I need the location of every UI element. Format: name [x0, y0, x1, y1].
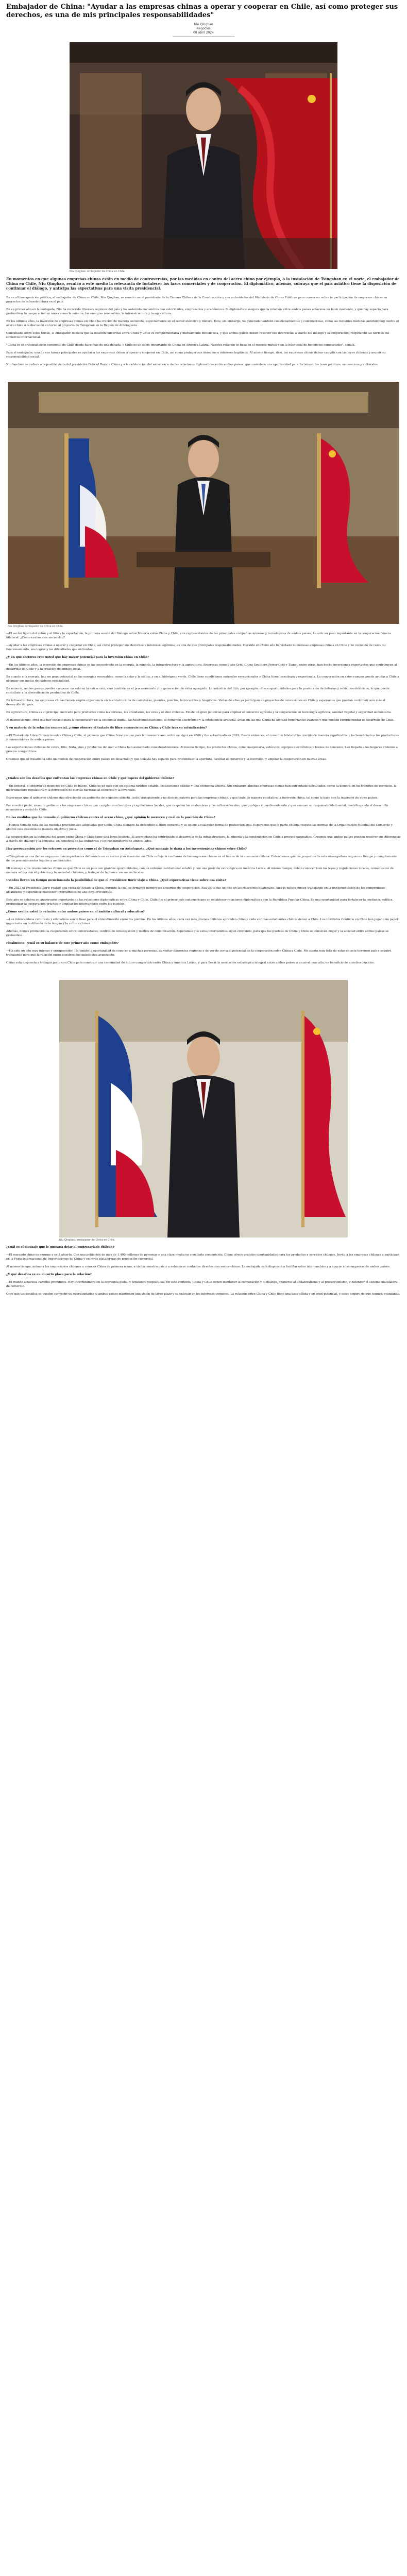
- publish-date: 08 abril 2024: [193, 31, 214, 35]
- paragraph: En su ultima aparición pública, el embajador de China en Chile, Niu Qingbao, se reunió con el presidente de la Cámara Chilena de la Construcción y con autoridades del Ministerio de Obras Públicas para conversar sobre la participación de empresas chinas en proyectos de infraestructura en el país.: [6, 296, 387, 303]
- paragraph: —Ayudar a las empresas chinas a operar y cooperar en Chile, así como proteger sus derechos e intereses legítimos, es una de mis principales responsabilidades. Durante el último año he visitado numerosas empresas chinas en Chile y he conocido de cerca su funcionamiento, sus logros y las dificultades que enfrentan.: [6, 644, 386, 651]
- paragraph: Niu también se refiere a la posible visita del presidente Gabriel Boric a China y a la celebración del aniversario de las relaciones diplomáticas entre ambos países, que considera una oportunidad para fortalecer los lazos políticos, económicos y culturales.: [6, 363, 379, 366]
- paragraph: —Hemos tomado nota de las medidas provisionales adoptadas por Chile. China siempre ha defendido el libre comercio y se opone a cualquier forma de proteccionismo. Esperamos que la parte chilena respete las normas de la Organización Mundial del Comercio y aborde esta cuestión de manera objetiva y justa.: [6, 824, 393, 831]
- paragraph: —Tsingshan es una de las empresas más importantes del mundo en su sector y su inversión en Chile refleja la confianza de las empresas chinas en el futuro de la economía chilena. Entendemos que los proyectos de esta envergadura requieren tiempo y cumplimiento de los procedimientos legales y ambientales.: [6, 855, 397, 862]
- question: ¿Cuáles son los desafíos que enfrentan las empresas chinas en Chile y qué espera del gobierno chileno?: [6, 777, 175, 780]
- third-photo-caption: Niu Qingbao, embajador de China en Chile.: [59, 1239, 115, 1242]
- question: En las medidas que ha tomado el gobierno chileno contra el acero chino, ¿qué opinión le merecen y cuál es la posición de China?: [6, 816, 215, 819]
- question: ¿Cómo evalúa usted la relación entre ambos países en el ámbito cultural y educativo?: [6, 910, 145, 913]
- paragraph: "China es el principal socio comercial de Chile desde hace más de una década, y Chile es un socio importante de China en América Latina. Nuestra relación se basa en el respeto mutuo y en la búsqueda de beneficios compartidos", señala.: [6, 344, 355, 347]
- paragraph: En minería, ambos países pueden cooperar no solo en la extracción, sino también en el procesamiento y la generación de valor agregado. La industria del litio, por ejemplo, ofrece oportunidades para la producción de baterías y vehículos eléctricos, lo que puede contribuir a la diversificación productiva de Chile.: [6, 687, 390, 694]
- question: ¿Cuál es el mensaje que le gustaría dejar al empresariado chileno?: [6, 1246, 114, 1249]
- paragraph: En su primer año en la embajada, Niu ha recorrido diversas regiones del país y ha sostenido encuentros con autoridades, empresarios y académicos. El diplomático asegura que la relación entre ambos países atraviesa un buen momento, y que hay espacio para profundizar la cooperación en áreas como la minería, las energías renovables, la infraestructura y la agricultura.: [6, 308, 388, 315]
- question: Hay preocupación por los retrasos en proyectos como el de Tsingshan en Antofagasta. ¿Qué mensaje le daría a los inversionistas chinos sobre Chile?: [6, 848, 247, 851]
- paragraph: Al mismo tiempo, creo que hay espacio para la cooperación en la economía digital, las telecomunicaciones, el comercio electrónico y la inteligencia artificial, áreas en las que China ha logrado importantes avances y que pueden complementar el desarrollo de Chile.: [6, 719, 395, 722]
- third-photo: [59, 980, 348, 1238]
- question: Y en materia de la relación comercial, ¿cómo observa el tratado de libre comercio entre China y Chile tras su actualización?: [6, 726, 207, 730]
- paragraph: —El Tratado de Libre Comercio entre China y Chile, el primero que China firmó con un país latinoamericano, entró en vigor en 2006 y fue actualizado en 2019. Desde entonces, el comercio bilateral ha crecido de manera significativa y ha beneficiado a los productores y consumidores de ambos países.: [6, 734, 399, 741]
- article-lead: En momentos en que algunas empresas chinas están en medio de controversias, por las medidas en contra del acero chino por ejemplo, o la instalación de Tsingshan en el norte, el embajador de China en Chile, Niu Qingbao, recalcó a este medio la relevancia de fortalecer los lazos comerciales y de cooperación. El diplomático, además, subraya que el país asiático tiene la disposición de continuar el diálogo, y anticipa las expectativas para una visita presidencial.: [6, 277, 400, 291]
- paragraph: Para el embajador, una de sus tareas principales es ayudar a las empresas chinas a operar y cooperar en Chile, así como proteger sus derechos e intereses legítimos. Al mismo tiempo, dice, las empresas chinas deben cumplir con las leyes chilenas y asumir su responsabilidad social.: [6, 351, 386, 359]
- paragraph: —El mundo atraviesa cambios profundos. Hay incertidumbre en la economía global y tensiones geopolíticas. En este contexto, China y Chile deben mantener la cooperación y el diálogo, oponerse al unilateralismo y al proteccionismo, y defender el sistema multilateral de comercio.: [6, 1281, 399, 1288]
- paragraph: Creo que los desafíos se pueden convertir en oportunidades si ambos países mantienen una visión de largo plazo y se enfocan en los intereses comunes. La relación entre China y Chile tiene una base sólida y un gran potencial, y estoy seguro de que seguirá avanzando.: [6, 1293, 400, 1296]
- paragraph: —El sector ligero del cobre y el litio y la exportación, la primera sesión del Diálogo sobre Minería entre China y Chile, con representantes de las principales compañías mineras y tecnológicas de ambos países, ha sido un paso importante en la cooperación minera bilateral. ¿Cómo evalúa este encuentro?: [6, 632, 391, 639]
- paragraph: Consultado sobre estos temas, el embajador destaca que la relación comercial entre China y Chile es complementaria y mutuamente beneficiosa, y que ambos países deben resolver sus diferencias a través del diálogo y la cooperación, respetando las normas del comercio internacional.: [6, 332, 389, 339]
- question: Ustedes llevan un tiempo mencionando la posibilidad de que el Presidente Boric viaje a China. ¿Qué expectativas tiene sobre esa visita?: [6, 879, 226, 882]
- second-photo-caption: Niu Qingbao, embajador de China en Chile.: [8, 625, 64, 628]
- paragraph: La cooperación en la industria del acero entre China y Chile tiene una larga historia. El acero chino ha contribuido al desarrollo de la infraestructura, la minería y la construcción en Chile a precios razonables. Creemos que ambos países pueden resolver sus diferencias a través del diálogo y la consulta, en beneficio de las industrias y los consumidores de ambos lados.: [6, 836, 401, 843]
- lead-photo-caption: Niu Qingbao, embajador de China en Chile.: [70, 270, 126, 273]
- question: ¿Y en qué sectores cree usted que hay mayor potencial para la inversión china en Chile?: [6, 656, 149, 659]
- author-name: Niu Qingbao: [194, 23, 213, 26]
- paragraph: Esperamos que el gobierno chileno siga ofreciendo un ambiente de negocios abierto, justo, transparente y no discriminatorio para las empresas chinas, y que trate de manera equitativa la inversión china, tal como lo hace con la inversión de otros países.: [6, 796, 379, 800]
- paragraph: En infraestructura, las empresas chinas tienen amplia experiencia en la construcción de carreteras, puentes, puertos, ferrocarriles y hospitales. Varias de ellas ya participan en proyectos de concesiones en Chile y esperamos que puedan contribuir aún más al desarrollo del país.: [6, 699, 385, 706]
- paragraph: Al mismo tiempo, animo a los empresarios chilenos a conocer China de primera mano, a visitar nuestro país y a establecer contactos directos con socios chinos. La embajada está dispuesta a facilitar estos intercambios y a apoyar a las empresas de ambos países.: [6, 1265, 391, 1268]
- byline-divider: [173, 36, 234, 37]
- paragraph: —Ha sido un año muy intenso y enriquecedor. He tenido la oportunidad de conocer a muchas personas, de visitar diferentes regiones y de ver de cerca el potencial de la cooperación entre China y Chile. Me siento muy feliz de estar en este hermoso país y seguiré trabajando para que la relación entre nuestros dos países siga avanzando.: [6, 950, 392, 957]
- paragraph: —En general, el entorno de negocios en Chile es bueno. Chile es un país con un sistema jurídico estable, instituciones sólidas y una economía abierta. Sin embargo, algunas empresas chinas han enfrentado dificultades, como la demora en los trámites de permisos, la incertidumbre regulatoria y la percepción de ciertas barreras al comercio y la inversión.: [6, 785, 397, 792]
- paragraph: En los últimos años, la inversión de empresas chinas en Chile ha crecido de manera sostenida, especialmente en el sector eléctrico y minero. Esto, sin embargo, ha generado también cuestionamientos y controversias, como las recientes medidas antidumping contra el acero chino o la discusión en torno al proyecto de Tsingshan en la Región de Antofagasta.: [6, 320, 399, 327]
- question: Finalmente, ¿cuál es su balance de este primer año como embajador?: [6, 942, 119, 945]
- paragraph: —En 2023 el Presidente Boric realizó una visita de Estado a China, durante la cual se firmaron numerosos acuerdos de cooperación. Esa visita fue un hito en las relaciones bilaterales. Ambos países siguen trabajando en la implementación de los compromisos alcanzados y esperamos mantener intercambios de alto nivel frecuentes.: [6, 887, 386, 894]
- paragraph: En agricultura, China es el principal mercado para productos como las cerezas, los arándanos, las uvas y el vino chilenos. Existe un gran potencial para ampliar el comercio agrícola y la cooperación en tecnología agrícola, sanidad vegetal y seguridad alimentaria.: [6, 711, 392, 714]
- question: ¿Y qué desafíos ve en el corto plazo para la relación?: [6, 1273, 92, 1276]
- paragraph: —En los últimos años, la inversión de empresas chinas se ha concentrado en la energía, la minería, la infraestructura y la agricultura. Empresas como State Grid, China Southern Power Grid y Tianqi, entre otras, han hecho inversiones importantes que contribuyen al desarrollo de Chile y a la creación de empleo local.: [6, 664, 397, 671]
- section-name: Negocios: [196, 27, 211, 30]
- spacer: [6, 370, 401, 382]
- paragraph: Además, hemos promovido la cooperación entre universidades, centros de investigación y medios de comunicación. Esperamos que estos intercambios sigan creciendo, para que los pueblos de China y Chile se conozcan mejor y la amistad entre ambos países se profundice.: [6, 930, 389, 937]
- article-headline: Embajador de China: "Ayudar a las empresas chinas a operar y cooperar en Chile, así como proteger sus derechos, es una de mis principales responsabilidades": [6, 3, 398, 19]
- paragraph: Por nuestra parte, siempre pedimos a las empresas chinas que cumplan con las leyes y regulaciones locales, que respeten las costumbres y las culturas locales, que protejan el medioambiente y que asuman su responsabilidad social, contribuyendo al desarrollo económico y social de Chile.: [6, 804, 388, 811]
- embassy-hall-image: [8, 382, 399, 624]
- third-photo-figure: [6, 980, 401, 1242]
- paragraph: Mi mensaje a los inversionistas chinos es que Chile es un país con grandes oportunidades, con un entorno institucional estable y con una posición estratégica en América Latina. Al mismo tiempo, deben conocer bien las leyes y regulaciones locales, comunicarse de manera activa con el gobierno y la sociedad chilenos, y trabajar de la mano con socios locales.: [6, 867, 394, 874]
- paragraph: Este año se celebra un aniversario importante de las relaciones diplomáticas entre China y Chile. Chile fue el primer país sudamericano en establecer relaciones diplomáticas con la República Popular China. Es una oportunidad para fortalecer la confianza política, profundizar la cooperación práctica y ampliar los intercambios entre los pueblos.: [6, 899, 394, 906]
- second-photo: [8, 382, 399, 624]
- paragraph: —El mercado chino es enorme y está abierto. Con una población de más de 1.400 millones de personas y una clase media en constante crecimiento, China ofrece grandes oportunidades para los productos y servicios chilenos. Invito a las empresas chilenas a participar en la Feria Internacional de Importaciones de China y en otras plataformas de promoción comercial.: [6, 1253, 399, 1261]
- paragraph: —Los intercambios culturales y educativos son la base para el entendimiento entre los pueblos. En los últimos años, cada vez más jóvenes chilenos aprenden chino y cada vez más estudiantes chinos vienen a Chile. Los Institutos Confucio en Chile han jugado un papel importante en la difusión de la lengua y la cultura chinas.: [6, 918, 398, 925]
- lead-photo: [70, 42, 337, 269]
- paragraph: Las exportaciones chilenas de cobre, litio, fruta, vino y productos del mar a China han aumentado considerablemente. Al mismo tiempo, los productos chinos, como maquinaria, vehículos, equipos electrónicos y bienes de consumo, han llegado a los hogares chilenos a precios competitivos.: [6, 746, 398, 753]
- lead-photo-figure: [6, 42, 401, 274]
- ambassador-flags-image: [59, 980, 348, 1238]
- spacer: [6, 969, 401, 980]
- paragraph: Creemos que el tratado ha sido un modelo de cooperación entre países en desarrollo y que todavía hay espacio para profundizar la apertura, facilitar el comercio y la inversión, y ampliar la cooperación en nuevas áreas.: [6, 758, 327, 761]
- spacer: [6, 765, 401, 776]
- paragraph: En cuanto a la energía, hay un gran potencial en las energías renovables, como la solar y la eólica, y en el hidrógeno verde. Chile tiene condiciones naturales excepcionales y China tiene tecnología y experiencia. La cooperación en estos campos puede ayudar a Chile a alcanzar sus metas de carbono neutralidad.: [6, 675, 399, 683]
- byline: [6, 23, 401, 39]
- paragraph: China está dispuesta a trabajar junto con Chile para construir una comunidad de futuro compartido entre China y América Latina, y para llevar la asociación estratégica integral entre ambos países a un nivel más alto, en beneficio de nuestros pueblos.: [6, 961, 375, 964]
- ambassador-portrait-image: [70, 42, 337, 269]
- second-photo-figure: [6, 382, 401, 629]
